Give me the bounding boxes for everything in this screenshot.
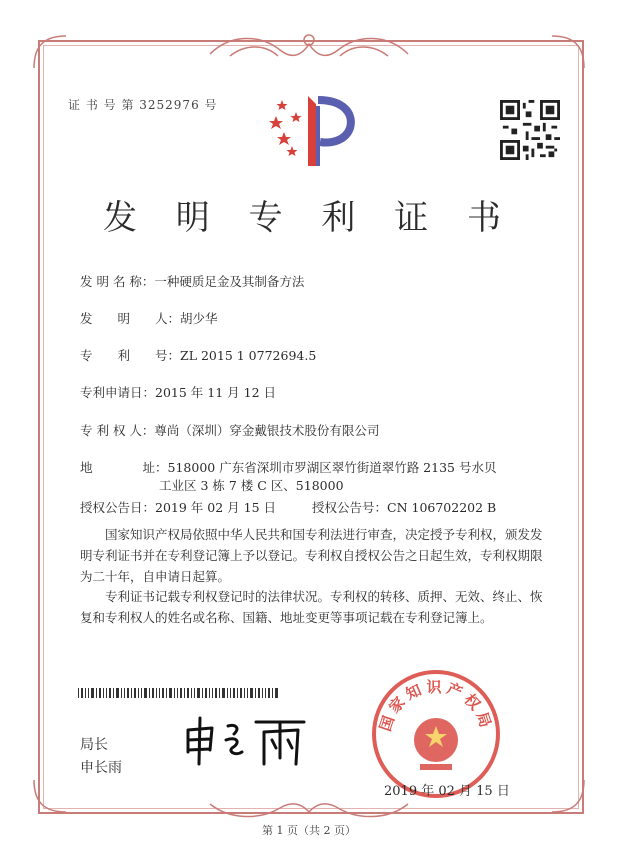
address-line2: 工业区 3 栋 7 楼 C 区、518000 xyxy=(159,478,344,493)
signatory-name: 申长雨 xyxy=(80,760,122,776)
inventor-label: 发 明 人： xyxy=(80,311,181,326)
grant-date-value: 2019 年 02 月 15 日 xyxy=(155,500,277,515)
grant-number-value: CN 106702202 B xyxy=(387,500,497,515)
corner-ornament-icon xyxy=(30,32,70,72)
patent-office-logo-icon xyxy=(262,90,362,170)
grant-date-label: 授权公告日： xyxy=(80,500,156,515)
top-ornament-icon xyxy=(200,30,418,64)
patentee-label: 专 利 权 人： xyxy=(80,423,155,438)
filing-date-label: 专利申请日： xyxy=(80,385,156,400)
grant-date-row xyxy=(80,498,276,516)
grant-number-row xyxy=(312,498,496,516)
invention-name-value: 一种硬质足金及其制备方法 xyxy=(154,274,305,289)
address-line1: 518000 广东省深圳市罗湖区翠竹街道翠竹路 2135 号水贝 xyxy=(167,460,497,475)
page-title: 发 明 专 利 证 书 xyxy=(102,198,516,238)
barcode-icon xyxy=(78,688,278,698)
patentee-value: 尊尚（深圳）穿金戴银技术股份有限公司 xyxy=(154,423,380,438)
certificate-number: 证 书 号 第 3252976 号 xyxy=(68,98,218,112)
patentee-row xyxy=(80,421,379,439)
grant-number-label: 授权公告号： xyxy=(312,500,388,515)
corner-ornament-icon xyxy=(30,776,70,816)
address-label: 地 址： xyxy=(80,460,168,475)
corner-ornament-icon xyxy=(548,32,588,72)
signature-icon xyxy=(180,712,310,770)
patent-number-value: ZL 2015 1 0772694.5 xyxy=(180,348,317,363)
invention-name-row xyxy=(80,272,304,290)
statement-text: 国家知识产权局依照中华人民共和国专利法进行审查，决定授予专利权，颁发发明专利证书并在专利登记簿上予以登记。专利权自授权公告之日起生效，专利权期限为二十年，自申请日起算。 xyxy=(80,527,543,584)
address-row xyxy=(80,458,496,476)
page-number: 第 1 页（共 2 页） xyxy=(262,824,356,837)
inventor-row xyxy=(80,309,218,327)
filing-date-row xyxy=(80,383,276,401)
corner-ornament-icon xyxy=(548,776,588,816)
seal-date: 2019 年 02 月 15 日 xyxy=(384,784,510,799)
filing-date-value: 2015 年 11 月 12 日 xyxy=(155,385,277,400)
svg-text:国家知识产权局: 国家知识产权局 xyxy=(376,678,496,734)
statement-paragraph-1 xyxy=(80,524,550,587)
signatory-title: 局长 xyxy=(80,737,108,753)
qr-code-icon xyxy=(500,100,560,160)
inventor-value: 胡少华 xyxy=(180,311,218,326)
patent-number-label: 专 利 号： xyxy=(80,348,181,363)
statement-paragraph-2 xyxy=(80,586,550,628)
bottom-ornament-icon xyxy=(200,800,418,822)
invention-name-label: 发 明 名 称： xyxy=(80,274,155,289)
statement-text: 专利证书记载专利权登记时的法律状况。专利权的转移、质押、无效、终止、恢复和专利权人的姓名或名称、国籍、地址变更等事项记载在专利登记簿上。 xyxy=(80,589,543,625)
patent-number-row xyxy=(80,346,316,364)
